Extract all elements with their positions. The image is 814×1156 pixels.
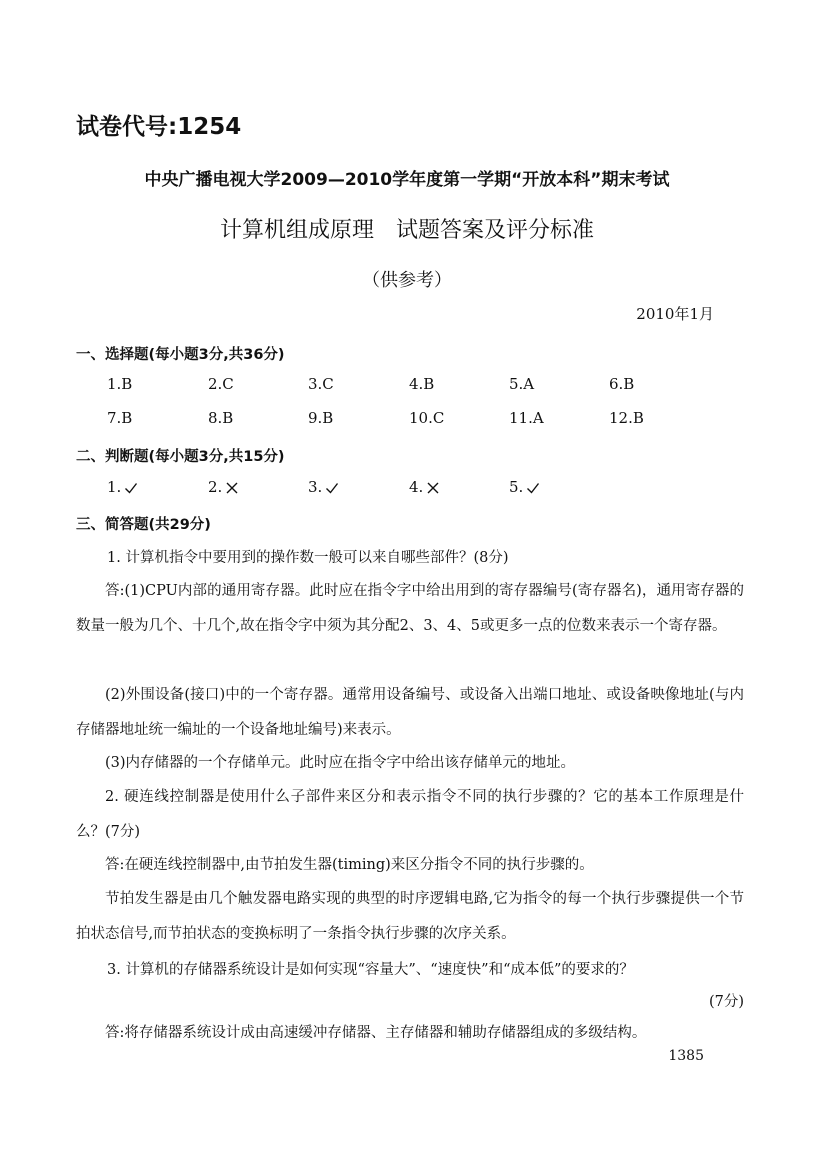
question-1: 1. 计算机指令中要用到的操作数一般可以来自哪些部件？(8分) — [107, 550, 509, 566]
answer-item: 6.B — [609, 375, 635, 393]
check-icon — [526, 481, 540, 495]
judgement-number: 2. — [208, 478, 223, 496]
answer-item: 4.B — [409, 375, 435, 393]
answer-2-part2: 节拍发生器是由几个触发器电路实现的典型的时序逻辑电路,它为指令的每一个执行步骤提供一个节拍状态信号,而节拍状态的变换标明了一条指令执行步骤的次序关系。 — [76, 891, 744, 942]
answer-2-part1: 答:在硬连线控制器中,由节拍发生器(timing)来区分指令不同的执行步骤的。 — [105, 857, 594, 873]
answer-item: 7.B — [107, 409, 133, 427]
judgement-item — [509, 478, 540, 496]
judgement-item — [308, 478, 339, 496]
answer-item: 3.C — [308, 375, 334, 393]
judgement-number: 1. — [107, 478, 122, 496]
judgement-item — [107, 478, 138, 496]
section1-title: 一、选择题(每小题3分,共36分) — [76, 347, 285, 363]
section3-title: 三、简答题(共29分) — [76, 517, 211, 533]
check-icon — [325, 481, 339, 495]
question-2: 2. 硬连线控制器是使用什么子部件来区分和表示指令不同的执行步骤的？它的基本工作原理是什么？(7分) — [76, 789, 744, 840]
answer-item: 8.B — [208, 409, 234, 427]
judgement-item — [409, 478, 440, 496]
question-3-score: (7分) — [708, 994, 744, 1010]
answer-1-part3: (3)内存储器的一个存储单元。此时应在指令字中给出该存储单元的地址。 — [105, 755, 576, 771]
answer-item: 5.A — [509, 375, 535, 393]
reference-note: （供参考） — [362, 270, 452, 291]
section2-title: 二、判断题(每小题3分,共15分) — [76, 449, 285, 465]
judgement-number: 4. — [409, 478, 424, 496]
page-number: 1385 — [668, 1048, 704, 1064]
cross-icon — [426, 481, 440, 495]
judgement-number: 5. — [509, 478, 524, 496]
answer-item: 10.C — [409, 409, 445, 427]
answer-item: 2.C — [208, 375, 234, 393]
answer-1-part2: (2)外围设备(接口)中的一个寄存器。通常用设备编号、或设备入出端口地址、或设备映像地址(与内存储器地址统一编址的一个设备地址编号)来表示。 — [76, 687, 744, 738]
judgement-number: 3. — [308, 478, 323, 496]
answer-item: 11.A — [509, 409, 544, 427]
cross-icon — [225, 481, 239, 495]
answer-item: 1.B — [107, 375, 133, 393]
check-icon — [124, 481, 138, 495]
exam-heading: 中央广播电视大学2009—2010学年度第一学期“开放本科”期末考试 — [144, 170, 670, 190]
answer-1-part1: 答:(1)CPU内部的通用寄存器。此时应在指令字中给出用到的寄存器编号(寄存器名)，通用寄存器的数量一般为几个、十几个,故在指令字中须为其分配2、3、4、5或更多一点的位数来表示一个寄存器。 — [76, 583, 744, 634]
answer-item: 9.B — [308, 409, 334, 427]
answer-3-part1: 答:将存储器系统设计成由高速缓冲存储器、主存储器和辅助存储器组成的多级结构。 — [105, 1025, 647, 1041]
judgement-item — [208, 478, 239, 496]
document-date: 2010年1月 — [636, 305, 714, 323]
paper-code: 试卷代号:1254 — [76, 114, 242, 140]
document-title: 计算机组成原理 试题答案及评分标准 — [219, 218, 594, 243]
question-3: 3. 计算机的存储器系统设计是如何实现“容量大”、“速度快”和“成本低”的要求的？ — [107, 962, 634, 978]
answer-item: 12.B — [609, 409, 644, 427]
